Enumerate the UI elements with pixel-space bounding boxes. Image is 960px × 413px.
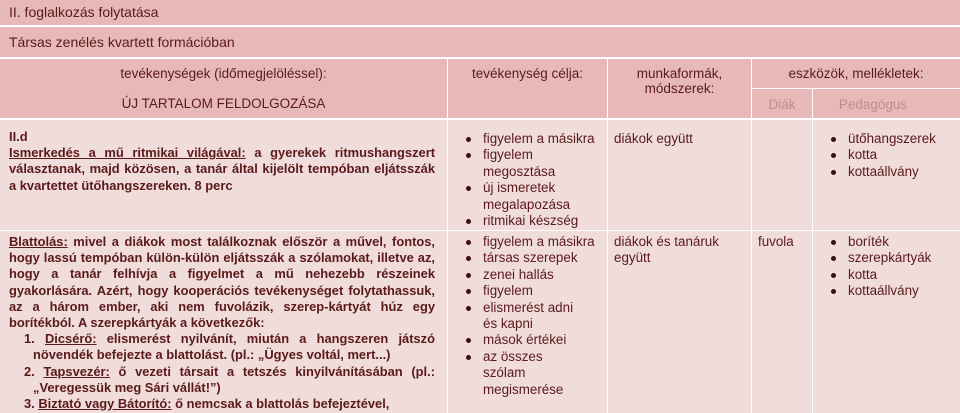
- goal-item: az összes szólam megismerése: [463, 349, 583, 398]
- student-tools-column-bg: [752, 120, 812, 413]
- header-new-content: ÚJ TARTALOM FELDOLGOZÁSA: [121, 96, 326, 111]
- goal-item: figyelem: [463, 283, 595, 299]
- role-item: 2. Tapsvezér: ő vezeti társait a tetszés kinyilvánításában (pl.: „Veregessük meg Sári vállát!”): [24, 363, 435, 395]
- row2-student-tool: fuvola: [758, 234, 794, 249]
- row1-label: II.d: [9, 129, 28, 144]
- goal-item: figyelem a másikra: [463, 234, 595, 250]
- row2-work-form: diákok és tanáruk együtt: [614, 234, 719, 266]
- subtitle-bar: [0, 27, 960, 58]
- role-item: 1. Dicsérő: elismerést nyilvánít, miután a hangszeren játszó növendék befejezte a blattolást. (pl.: „Ügyes voltál, mert...): [24, 331, 435, 363]
- tool-item: kottaállvány: [828, 164, 936, 180]
- tool-item: kottaállvány: [828, 283, 931, 299]
- goal-item: társas szerepek: [463, 250, 595, 266]
- tool-item: boríték: [828, 234, 931, 250]
- goal-item: figyelem megosztása: [463, 147, 583, 180]
- header-tools: eszközök, mellékletek:: [788, 66, 924, 81]
- column-divider: [607, 59, 608, 413]
- header-methods-1: munkaformák,: [636, 66, 723, 81]
- section-title: II. foglalkozás folytatása: [9, 4, 159, 20]
- row2-activity: [9, 234, 435, 412]
- goal-item: figyelem a másikra: [463, 131, 595, 147]
- tools-header-divider: [752, 88, 960, 89]
- row1-goals-list: [463, 131, 595, 229]
- header-goal: tevékenység célja:: [471, 66, 584, 81]
- goal-item: új ismeretek megalapozása: [463, 180, 583, 213]
- goal-item: zenei hallás: [463, 267, 595, 283]
- subtitle: Társas zenélés kvartett formációban: [9, 34, 235, 50]
- tool-item: kotta: [828, 267, 931, 283]
- header-methods-2: módszerek:: [644, 81, 715, 96]
- row1-teacher-tools: [828, 131, 936, 180]
- tool-item: kotta: [828, 147, 936, 163]
- header-activities: tevékenységek (időmegjelöléssel):: [120, 66, 327, 81]
- header-student: Diák: [768, 97, 796, 112]
- tool-item: szerepkártyák: [828, 250, 931, 266]
- row1-work-form: diákok együtt: [614, 131, 693, 146]
- role-item: 3. Biztató vagy Bátorító: ő nemcsak a blattolás befejeztével,: [24, 396, 390, 412]
- row2-title: Blattolás:: [9, 234, 68, 249]
- section-title-bar: [0, 0, 960, 26]
- row1-body: a gyerekek ritmushangszert választanak, majd közösen, a tanár által kijelölt tempóban eljátsszák a kvartettet ütőhangszereken. 8 perc: [9, 145, 436, 193]
- row2-goals-list: [463, 234, 595, 398]
- row2-teacher-tools: [828, 234, 931, 300]
- goal-item: mások értékei: [463, 332, 595, 348]
- column-divider: [812, 89, 813, 413]
- goal-item: elismerést adni és kapni: [463, 300, 583, 333]
- goal-item: ritmikai készség: [463, 213, 595, 229]
- row-divider: [0, 230, 960, 231]
- tool-item: ütőhangszerek: [828, 131, 936, 147]
- row2-body: mivel a diákok most találkoznak először a művel, fontos, hogy lassú tempóban külön-külön eljátsszák a szólamokat, illetve az, hogy a tanár felhívja a figyelmet a mű nehezebb részeinek gyakorlására. Azért, hogy kooperációs tevékenységet folytathassuk, az a három ember, aki nem fuvolázik, szerep-kártyát húz egy borítékból. A szerepkártyák a következők:: [9, 234, 435, 331]
- row1-activity: [9, 129, 435, 194]
- column-divider: [447, 59, 448, 413]
- header-bottom-line: [0, 119, 960, 120]
- row1-title: Ismerkedés a mű ritmikai világával:: [9, 145, 246, 161]
- header-teacher: Pedagógus: [838, 97, 908, 112]
- column-divider: [751, 59, 752, 413]
